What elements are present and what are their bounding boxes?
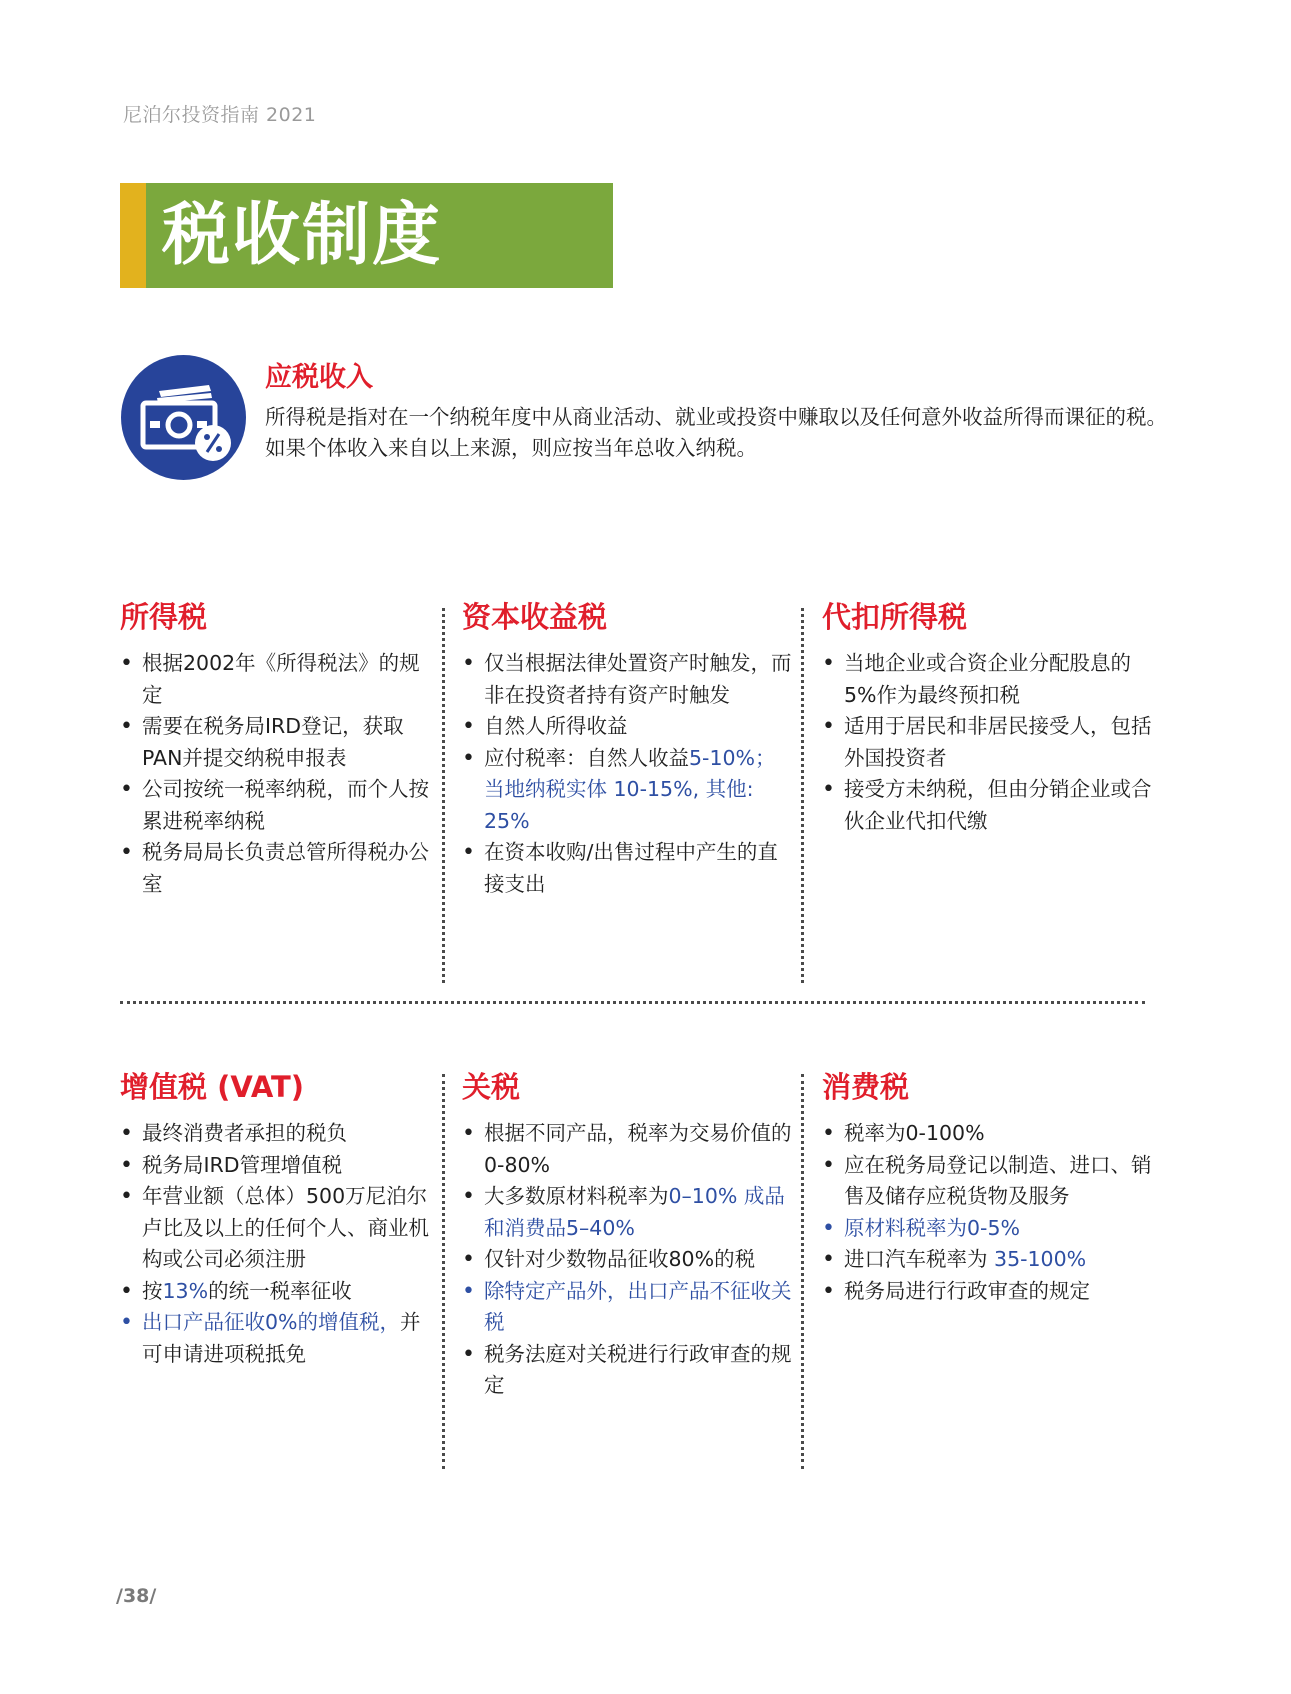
list-item: • 根据2002年《所得税法》的规定	[120, 648, 430, 711]
list-item: • 年营业额（总体）500万尼泊尔卢比及以上的任何个人、商业机构或公司必须注册	[120, 1181, 430, 1276]
list-item: • 应在税务局登记以制造、进口、销售及储存应税货物及服务	[822, 1150, 1162, 1213]
column-excise-duty	[822, 1068, 1162, 1307]
page-number: /38/	[116, 1585, 157, 1607]
column-divider	[442, 1074, 445, 1469]
column-divider	[442, 608, 445, 983]
list-item: • 自然人所得收益	[462, 711, 792, 743]
list-item: • 仅针对少数物品征收80%的税	[462, 1244, 792, 1276]
column-capital-gains-tax	[462, 598, 792, 900]
list-item: • 税务局IRD管理增值税	[120, 1150, 430, 1182]
section-title: 税收制度	[162, 196, 443, 275]
column-divider	[801, 1074, 804, 1469]
list-item: • 进口汽车税率为 35-100%	[822, 1244, 1162, 1276]
list-item: • 适用于居民和非居民接受人，包括外国投资者	[822, 711, 1162, 774]
list-item: • 应付税率：自然人收益5-10%；当地纳税实体 10-15%, 其他: 25%	[462, 743, 792, 838]
column-heading: 增值税 (VAT)	[120, 1070, 305, 1104]
column-heading: 代扣所得税	[822, 600, 968, 634]
bullet-list	[462, 1118, 792, 1402]
list-item: • 出口产品征收0%的增值税，并可申请进项税抵免	[120, 1307, 430, 1370]
column-customs-duty	[462, 1068, 792, 1402]
list-item: • 税率为0-100%	[822, 1118, 1162, 1150]
bullet-list	[822, 648, 1162, 837]
list-item: • 税务局进行行政审查的规定	[822, 1276, 1162, 1308]
row-divider	[120, 1001, 1145, 1004]
column-vat	[120, 1068, 430, 1370]
list-item: • 大多数原材料税率为0–10% 成品和消费品5–40%	[462, 1181, 792, 1244]
list-item: • 接受方未纳税，但由分销企业或合伙企业代扣代缴	[822, 774, 1162, 837]
money-percent-icon	[121, 355, 246, 480]
section-title-banner	[120, 183, 613, 288]
bullet-list	[822, 1118, 1162, 1307]
bullet-list	[462, 648, 792, 900]
intro-heading: 应税收入	[265, 362, 373, 393]
list-item: • 需要在税务局IRD登记，获取PAN并提交纳税申报表	[120, 711, 430, 774]
list-item: • 税务法庭对关税进行行政审查的规定	[462, 1339, 792, 1402]
bullet-list	[120, 648, 430, 900]
column-heading: 消费税	[822, 1070, 910, 1104]
column-heading: 资本收益税	[462, 600, 608, 634]
document-header: 尼泊尔投资指南 2021	[123, 104, 317, 126]
column-withholding-tax	[822, 598, 1162, 837]
column-heading: 关税	[462, 1070, 521, 1104]
intro-paragraph: 所得税是指对在一个纳税年度中从商业活动、就业或投资中赚取以及任何意外收益所得而课征的税。如果个体收入来自以上来源，则应按当年总收入纳税。	[265, 405, 1167, 460]
list-item: • 在资本收购/出售过程中产生的直接支出	[462, 837, 792, 900]
list-item: • 仅当根据法律处置资产时触发，而非在投资者持有资产时触发	[462, 648, 792, 711]
bullet-list	[120, 1118, 430, 1370]
title-accent-bar	[120, 183, 146, 288]
column-heading: 所得税	[120, 600, 208, 634]
list-item: • 除特定产品外，出口产品不征收关税	[462, 1276, 792, 1339]
list-item: • 当地企业或合资企业分配股息的5%作为最终预扣税	[822, 648, 1162, 711]
list-item: • 公司按统一税率纳税，而个人按累进税率纳税	[120, 774, 430, 837]
list-item: • 税务局局长负责总管所得税办公室	[120, 837, 430, 900]
list-item: • 按13%的统一税率征收	[120, 1276, 430, 1308]
list-item: • 最终消费者承担的税负	[120, 1118, 430, 1150]
list-item: • 原材料税率为0-5%	[822, 1213, 1162, 1245]
column-income-tax	[120, 598, 430, 900]
column-divider	[801, 608, 804, 983]
list-item: • 根据不同产品，税率为交易价值的0-80%	[462, 1118, 792, 1181]
